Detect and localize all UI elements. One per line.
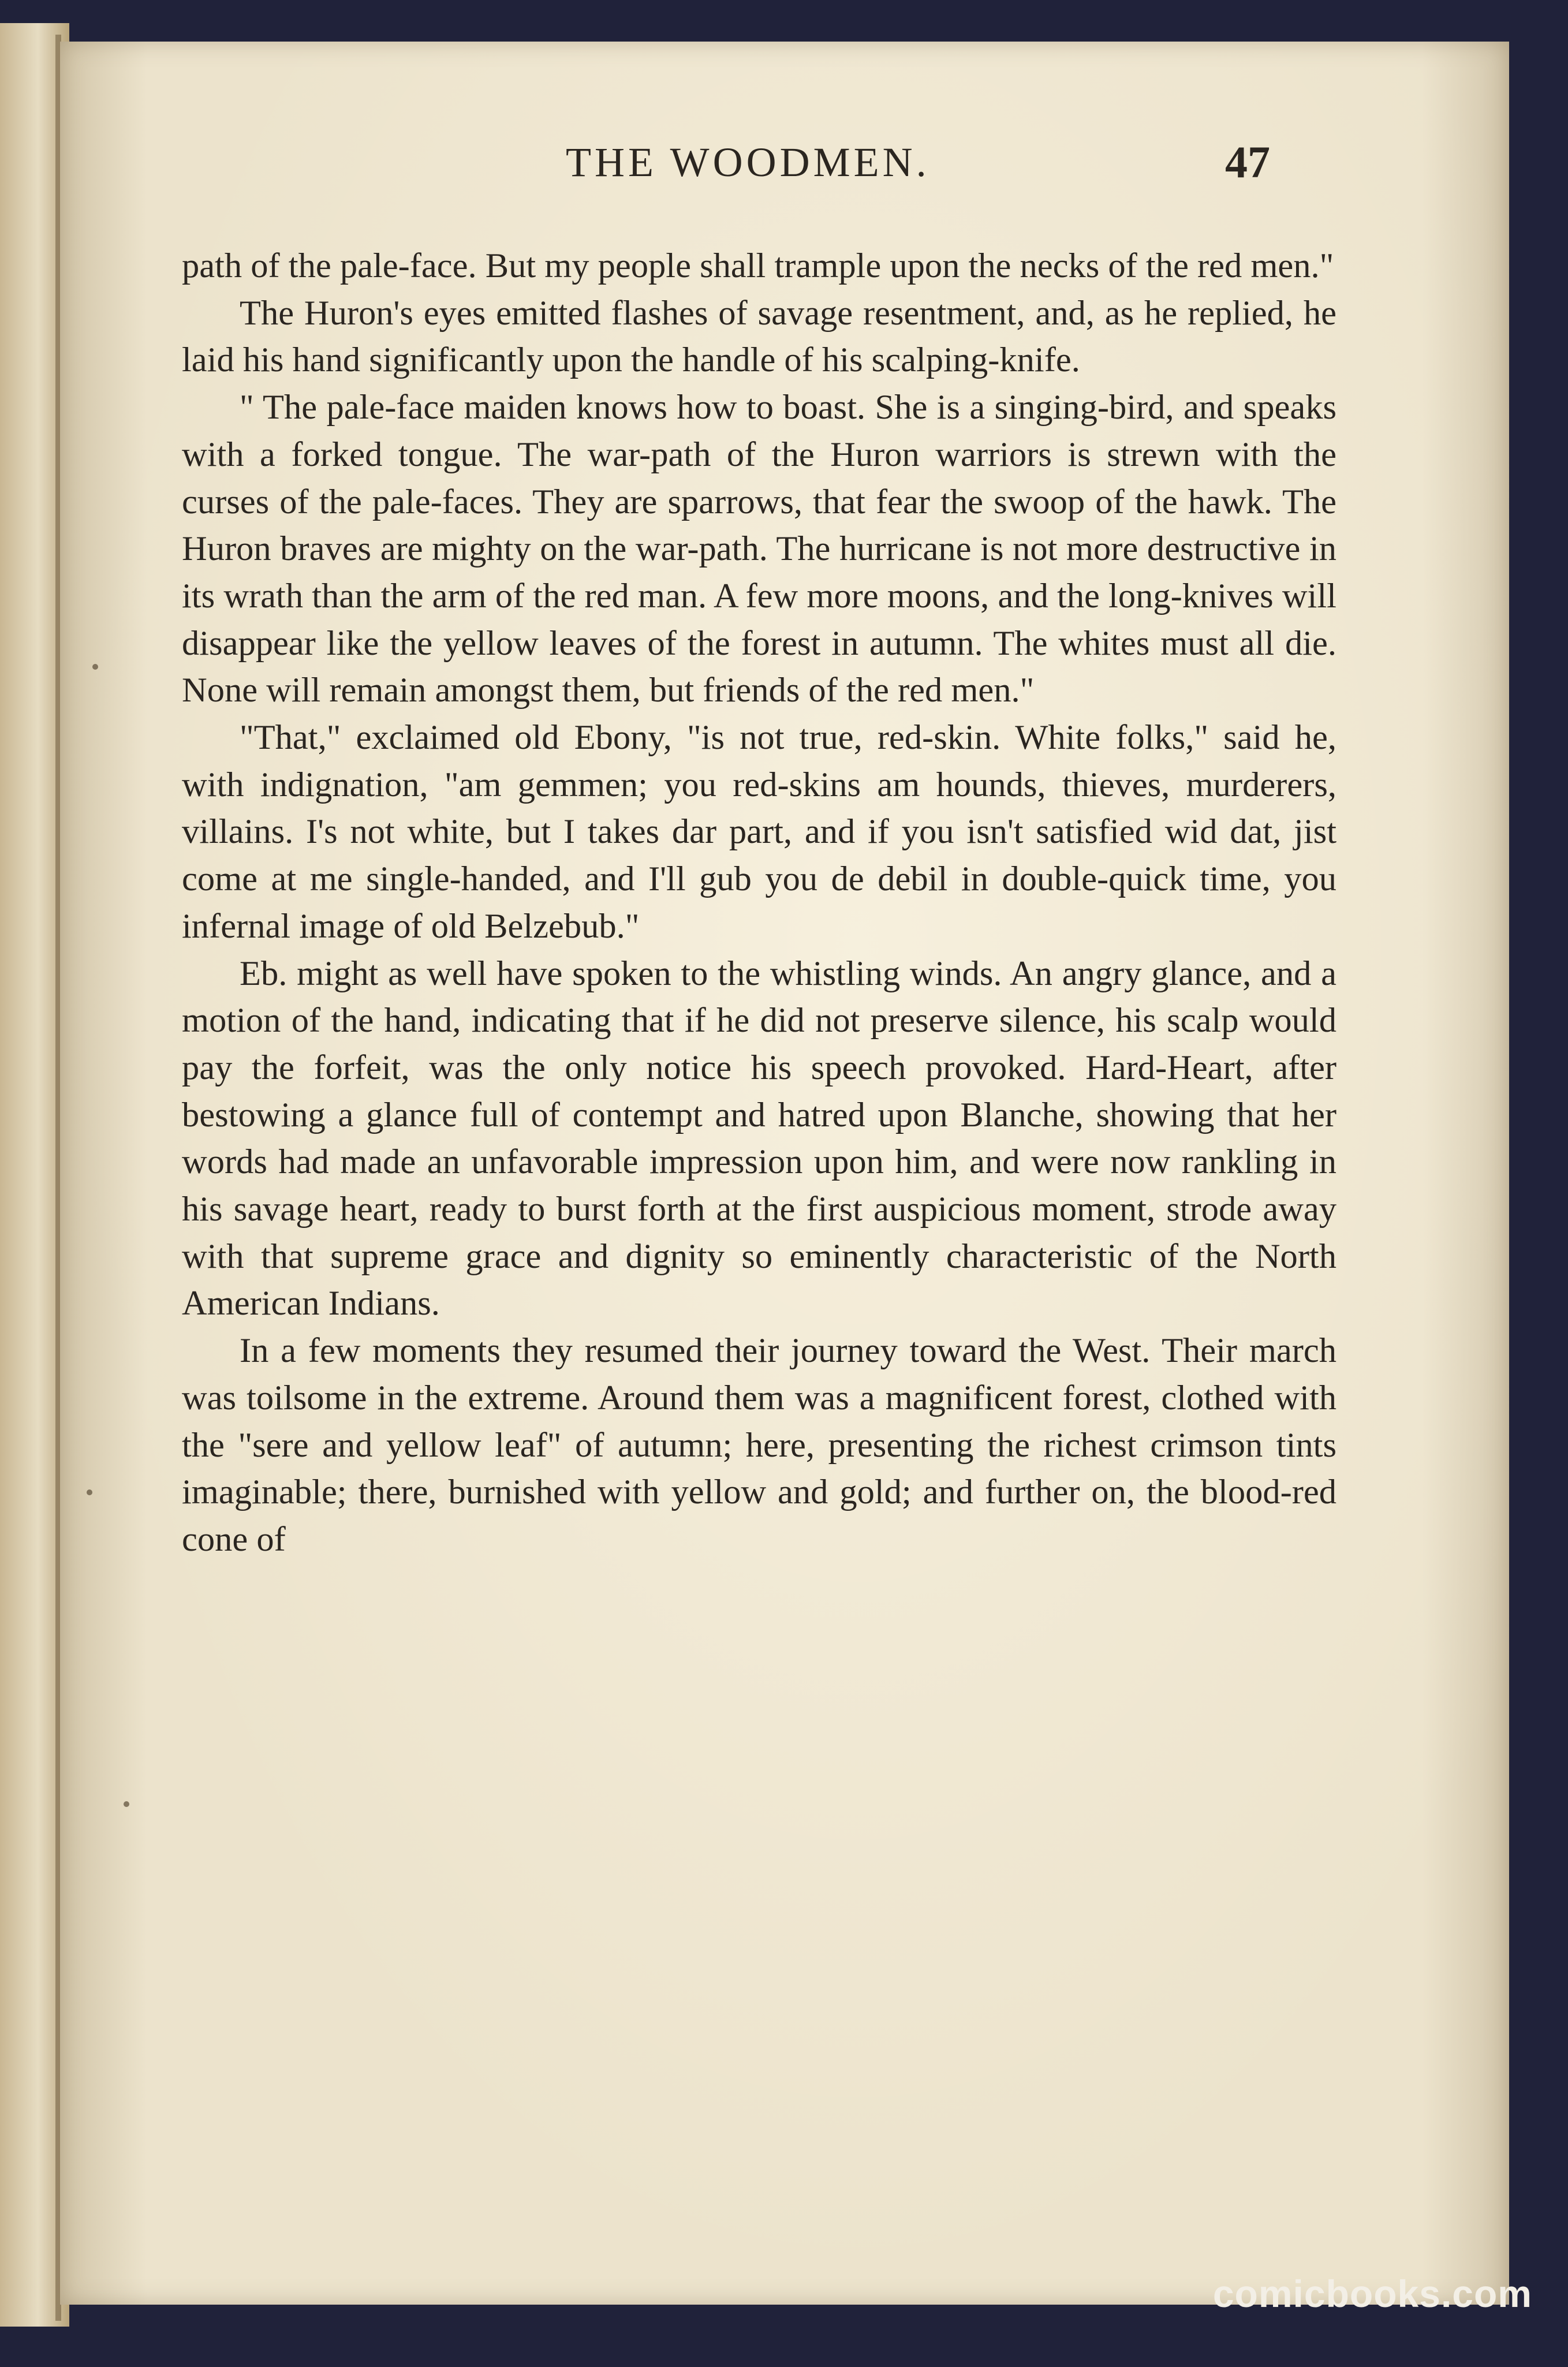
watermark: comicbooks.com [1212,2272,1532,2315]
paper-speck [92,664,98,670]
paper-speck [124,1801,129,1807]
page-body [182,242,1336,1563]
paragraph: path of the pale-face. But my people shall trample upon the necks of the red men." [182,247,1334,285]
paper-speck [87,1489,92,1495]
paragraph: " The pale-face maiden knows how to boast. She is a singing-bird, and speaks with a forked tongue. The war-path of the Huron warriors is strewn with the curses of the pale-faces. They are sparrows, that fear the swoop of the hawk. The Huron braves are mighty on the war-path. The hurricane is not more destructive in its wrath than the arm of the red man. A few more moons, and the long-knives will disappear like the yellow leaves of the forest in autumn. The whites must all die. None will remain amongst them, but friends of the red men." [182,388,1336,710]
running-title: THE WOODMEN. [566,139,930,185]
paragraph: In a few moments they resumed their journey toward the West. Their march was toilsome in the extreme. Around them was a magnificent forest, clothed with the "sere and yellow leaf" of autumn; here, presenting the richest crimson tints imaginable; there, burnished with yellow and gold; and further on, the blood-red cone of [182,1331,1336,1559]
page-number: 47 [1225,137,1270,187]
paragraph: The Huron's eyes emitted flashes of savage resentment, and, as he replied, he laid his hand significantly upon the handle of his scalping-knife. [182,293,1336,380]
paragraph: "That," exclaimed old Ebony, "is not true, red-skin. White folks," said he, with indignation, "am gemmen; you red-skins am hounds, thieves, murderers, villains. I's not white, but I takes dar part, and if you isn't satisfied wid dat, jist come at me single-handed, and I'll gub you de debil in double-quick time, you infernal image of old Belzebub." [182,718,1336,946]
paragraph: Eb. might as well have spoken to the whistling winds. An angry glance, and a motion of the hand, indicating that if he did not preserve silence, his scalp would pay the forfeit, was the only notice his speech provoked. Hard-Heart, after bestowing a glance full of contempt and hatred upon Blanche, showing that her words had made an unfavorable impression upon him, and were now rankling in his savage heart, ready to burst forth at the first auspicious moment, strode away with that supreme grace and dignity so eminently characteristic of the North American Indians. [182,954,1336,1323]
